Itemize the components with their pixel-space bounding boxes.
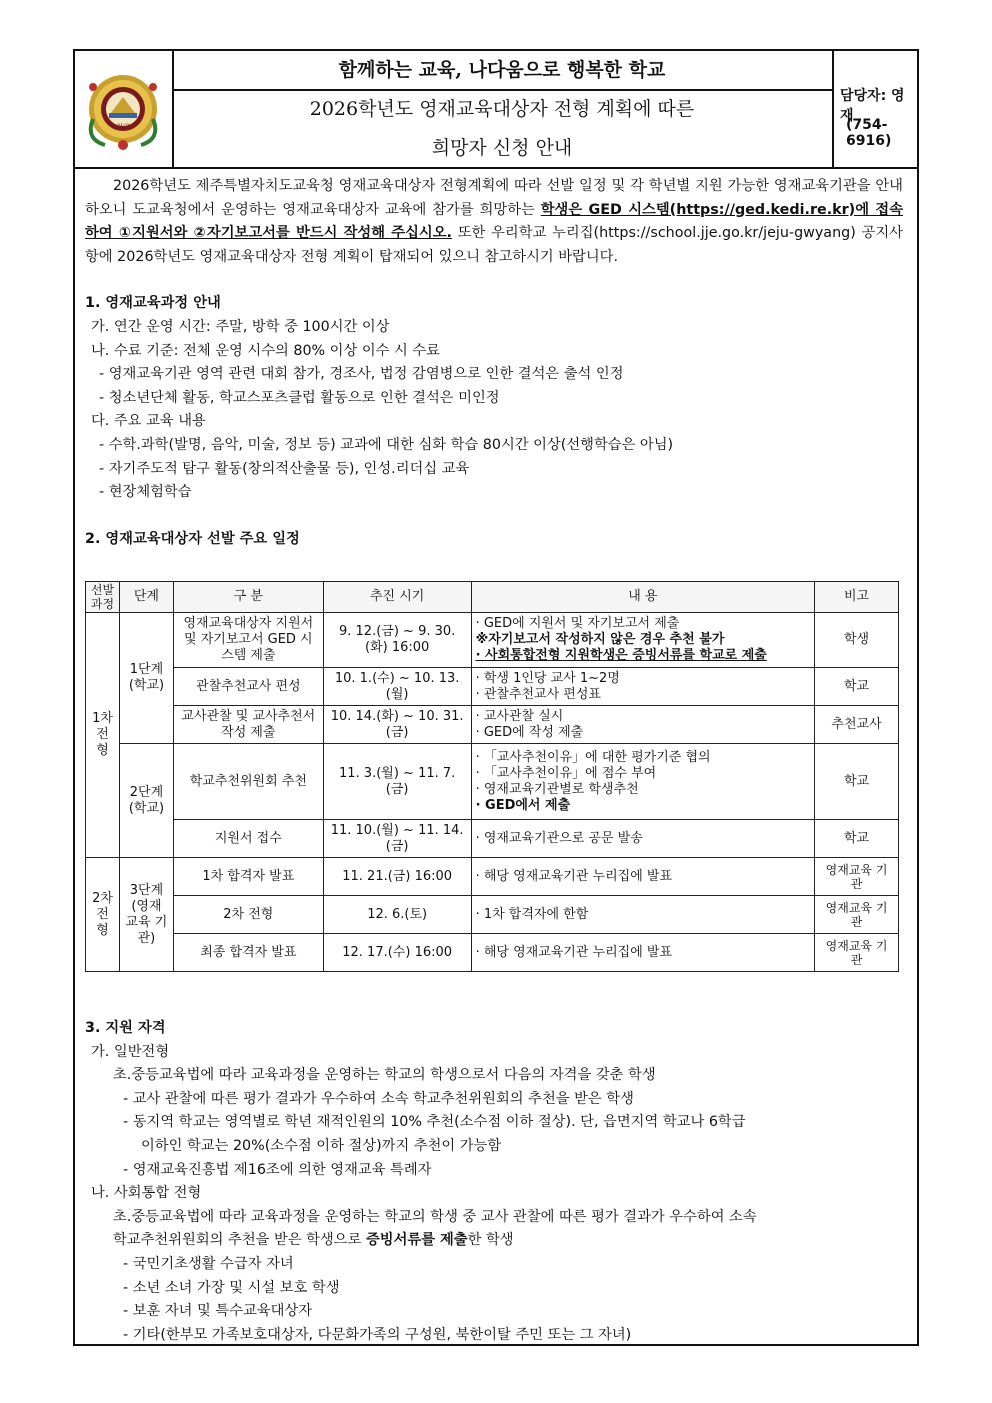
- slogan: 함께하는 교육, 나다움으로 행복한 학교: [172, 51, 832, 91]
- section3-b0c: 증빙서류를 제출: [365, 1232, 468, 1249]
- section1-b1: - 영재교육기관 영역 관련 대회 참가, 경조사, 법정 감염병으로 인한 결석은 출석 인정: [99, 366, 624, 383]
- svg-text:청양: 청양: [116, 123, 130, 131]
- section1-b2: - 청소년단체 활동, 학교스포츠클럽 활동으로 인한 결석은 미인정: [99, 389, 500, 406]
- category-cell: 교사관찰 및 교사추천서 작성 제출: [173, 706, 323, 744]
- content-line: · GED에 지원서 및 자기보고서 제출: [475, 616, 680, 631]
- col-header-category: 구 분: [173, 582, 323, 613]
- section3-a2: - 동지역 학교는 영역별로 학년 재적인원의 10% 추천(소수점 이하 절상). 단, 읍면지역 학교나 6학급: [123, 1114, 746, 1131]
- table-row: [86, 896, 899, 934]
- section1-c: 다. 주요 교육 내용: [91, 413, 206, 430]
- section2-title: 2. 영재교육대상자 선발 주요 일정: [85, 530, 300, 547]
- period-cell: 12. 6.(토): [323, 896, 471, 934]
- schedule-table: [85, 581, 899, 972]
- category-cell: 학교추천위원회 추천: [173, 744, 323, 820]
- period-cell: 11. 21.(금) 16:00: [323, 858, 471, 896]
- manager-cell: [832, 51, 917, 167]
- section3-b0-cont: [85, 1229, 903, 1253]
- section3-b0b: 학교추천위원회의 추천을 받은 학생으로: [113, 1232, 366, 1249]
- section1-a: 가. 연간 운영 시간: 주말, 방학 중 100시간 이상: [91, 318, 390, 335]
- period-cell: 10. 14.(화) ~ 10. 31.(금): [323, 706, 471, 744]
- content-cell: · 해당 영재교육기관 누리집에 발표: [471, 858, 815, 896]
- section3-a1: - 교사 관찰에 따른 평가 결과가 우수하여 소속 학교추천위원회의 추천을 받은 학생: [123, 1090, 634, 1107]
- intro-emphasis: 학생은 GED 시스템(https://ged.kedi.re.kr)에 접속하여 ①지원서와 ②자기보고서를 반드시 작성해 주십시오.: [85, 201, 904, 242]
- table-row: [86, 934, 899, 972]
- content-line: · 관찰추천교사 편성표: [475, 686, 601, 702]
- phase1-cell: 1차 전형: [86, 613, 120, 858]
- document-frame: [73, 49, 919, 1346]
- section3-b0d: 한 학생: [467, 1232, 514, 1249]
- title-cell: [172, 51, 834, 167]
- note-cell: 학교: [815, 668, 899, 706]
- period-cell: 12. 17.(수) 16:00: [323, 934, 471, 972]
- note-cell: 추천교사: [815, 706, 899, 744]
- note-cell: 영재교육 기 관: [815, 934, 899, 972]
- section3-b3: - 보훈 자녀 및 특수교육대상자: [123, 1303, 313, 1320]
- intro-paragraph: [85, 175, 903, 269]
- section1-c3: - 현장체험학습: [99, 484, 192, 501]
- content-line: · 「교사추천이유」에 점수 부여: [475, 765, 657, 781]
- category-cell: 2차 전형: [173, 896, 323, 934]
- content-line: · GED에서 제출: [475, 797, 571, 813]
- manager-phone: (754-6916): [846, 117, 892, 149]
- stage1-cell: 1단계 (학교): [119, 613, 173, 744]
- content-line: · 교사관찰 실시: [475, 708, 564, 724]
- section3-b2: - 소년 소녀 가장 및 시설 보호 학생: [123, 1279, 340, 1296]
- table-row: [86, 820, 899, 858]
- table-row: [86, 858, 899, 896]
- header: [75, 51, 917, 169]
- category-cell: 관찰추천교사 편성: [173, 668, 323, 706]
- content-line: · 학생 1인당 교사 1~2명: [475, 670, 620, 686]
- note-cell: 학교: [815, 744, 899, 820]
- section3-b4: - 기타(한부모 가족보호대상자, 다문화가족의 구성원, 북한이탈 주민 또는 그 자녀): [123, 1326, 632, 1343]
- note-cell: 영재교육 기 관: [815, 858, 899, 896]
- schedule-header-row: [86, 582, 899, 613]
- content-line: · 사회통합전형 지원학생은 증빙서류를 학교로 제출: [475, 648, 767, 663]
- category-cell: 지원서 접수: [173, 820, 323, 858]
- page-title-line1: 2026학년도 영재교육대상자 전형 계획에 따른: [309, 98, 695, 120]
- content-cell: [471, 668, 815, 706]
- section3-a0: 초.중등교육법에 따라 교육과정을 운영하는 학교의 학생으로서 다음의 자격을 갖춘 학생: [113, 1067, 656, 1084]
- section3-b: 나. 사회통합 전형: [91, 1185, 202, 1202]
- section3-a2b: 이하인 학교는 20%(소수점 이하 절상)까지 추천이 가능함: [141, 1137, 502, 1154]
- section3: [85, 1017, 903, 1347]
- content-line: · 영재교육기관별로 학생추천: [475, 781, 639, 797]
- phase2-cell: 2차 전형: [86, 858, 120, 972]
- section1-c2: - 자기주도적 탐구 활동(창의적산출물 등), 인성.리더십 교육: [99, 460, 470, 477]
- period-cell: 9. 12.(금) ~ 9. 30.(화) 16:00: [323, 613, 471, 668]
- table-row: [86, 744, 899, 820]
- content-cell: · 해당 영재교육기관 누리집에 발표: [471, 934, 815, 972]
- period-cell: 10. 1.(수) ~ 10. 13.(월): [323, 668, 471, 706]
- content-line: ※자기보고서 작성하지 않은 경우 추천 불가: [475, 632, 725, 647]
- content-cell: [471, 706, 815, 744]
- content-line: · 「교사추천이유」에 대한 평가기준 협의: [475, 749, 711, 765]
- page-title-line2: 희망자 신청 안내: [431, 137, 573, 159]
- section3-b1: - 국민기초생활 수급자 자녀: [123, 1255, 294, 1272]
- period-cell: 11. 3.(월) ~ 11. 7.(금): [323, 744, 471, 820]
- table-row: [86, 613, 899, 668]
- section1-title: 1. 영재교육과정 안내: [85, 295, 221, 312]
- content-cell: [471, 744, 815, 820]
- col-header-content: 내 용: [471, 582, 815, 613]
- manager-label: 담당자: 영재: [840, 88, 905, 124]
- section3-title: 3. 지원 자격: [85, 1020, 166, 1036]
- category-cell: 최종 합격자 발표: [173, 934, 323, 972]
- stage2-cell: 2단계 (학교): [119, 744, 173, 858]
- col-header-note: 비고: [815, 582, 899, 613]
- section1-c1: - 수학.과학(발명, 음악, 미술, 정보 등) 교과에 대한 심화 학습 80시간 이상(선행학습은 아님): [99, 436, 674, 453]
- content-cell: · 1차 합격자에 한함: [471, 896, 815, 934]
- col-header-period: 추진 시기: [323, 582, 471, 613]
- intro-text-end: 또한 우리학교 누리집(https://school.jje.go.kr/jeju-gwyang) 공지사항에 2026학년도 영재교육대상자 전형 계획이 탑재되어 있으니 참고하시기 바랍니다.: [85, 225, 903, 265]
- period-cell: 11. 10.(월) ~ 11. 14.(금): [323, 820, 471, 858]
- document-body: [85, 175, 903, 551]
- category-cell: 영재교육대상자 지원서 및 자기보고서 GED 시스템 제출: [173, 613, 323, 668]
- note-cell: 학교: [815, 820, 899, 858]
- table-row: [86, 668, 899, 706]
- table-row: [86, 706, 899, 744]
- intro-text: 2026학년도 제주특별자치도교육청 영재교육대상자 전형계획에 따라 선발 일정 및 각 학년별 지원 가능한 영재교육기관을 안내하오니 도교육청에서 운영하는 영재교육대상자 교육에 참가를 희망하는: [85, 178, 903, 218]
- category-cell: 1차 합격자 발표: [173, 858, 323, 896]
- col-header-stage: 단계: [119, 582, 173, 613]
- section1-b: 나. 수료 기준: 전체 운영 시수의 80% 이상 이수 시 수료: [91, 342, 440, 359]
- content-cell: [471, 613, 815, 668]
- note-cell: 영재교육 기 관: [815, 896, 899, 934]
- school-logo-cell: [75, 51, 174, 167]
- section3-b0: 초.중등교육법에 따라 교육과정을 운영하는 학교의 학생 중 교사 관찰에 따른 평가 결과가 우수하여 소속: [113, 1208, 757, 1225]
- section3-a3: - 영재교육진흥법 제16조에 의한 영재교육 특례자: [123, 1161, 432, 1178]
- content-line: · GED에 작성 제출: [475, 724, 584, 740]
- col-header-process: 선발과정: [86, 582, 120, 613]
- stage3-cell: 3단계 (영재 교육 기관): [119, 858, 173, 972]
- note-cell: 학생: [815, 613, 899, 668]
- school-emblem-icon: [75, 51, 172, 167]
- content-cell: · 영재교육기관으로 공문 발송: [471, 820, 815, 858]
- section3-a: 가. 일반전형: [91, 1043, 170, 1060]
